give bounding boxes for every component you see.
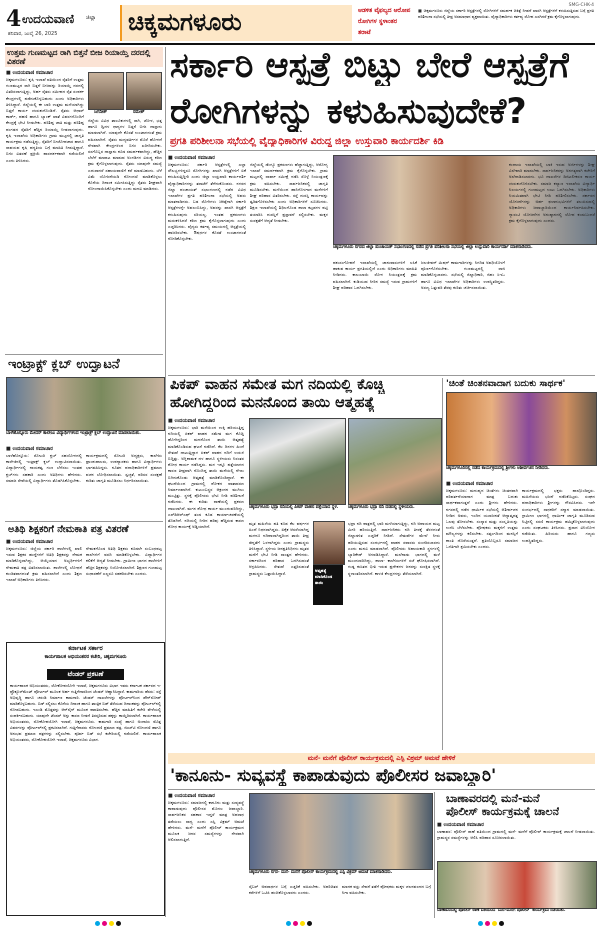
story-2-sidebar-caption: ಆತ್ಮಹತ್ಯೆ ಮಾಡಿಕೊಂಡ ತಾಯಿ xyxy=(315,568,333,585)
story-4-byline: ■ ಉದಯವಾಣಿ ಸಮಾಚಾರ xyxy=(168,793,215,799)
registration-mark-cyan xyxy=(95,921,100,926)
story-3-caption: ಚಿಕ್ಕಮಗಳೂರಿನಲ್ಲಿ ನಡೆದ ಕಾರ್ಯಕ್ರಮದಲ್ಲಿ ಶ್ರೀಗಳು ಆಶೀರ್ವಚನ ನೀಡಿದರು. xyxy=(446,466,550,471)
issue-date: ಶನಿವಾರ, ಜುಲೈ 26, 2025 xyxy=(8,31,58,37)
teaser-text: ■ ಚಿಕ್ಕಮಗಳೂರು ಜಿಲ್ಲೆಯ ಸರ್ಕಾರಿ ಆಸ್ಪತ್ರೆಗಳಲ್ಲಿ ರೋಗಿಗಳಿಗೆ ಸಮರ್ಪಕ ಚಿಕಿತ್ಸೆ ನೀಡದೆ ಖಾಸಗಿ ಆಸ್ಪತ್ರೆಗಳಿಗೆ ಕಳುಹಿಸುತ್ತಿರುವ ಬಗ್ಗೆ ಪ್ರಗತಿ ಪರಿಶೀಲನಾ ಸಭೆಯಲ್ಲಿ ತೀವ್ರ ಅಸಮಾಧಾನ ವ್ಯಕ್ತವಾಯಿತು. ವೈದ್ಯಾಧಿಕಾರಿಗಳು ಕರ್ತವ್ಯ ಲೋಪ ಎಸಗಿದರೆ ಕ್ರಮ ಕೈಗೊಳ್ಳಲಾಗುವುದು. xyxy=(418,8,594,19)
left-story-1-byline: ■ ಉದಯವಾಣಿ ಸಮಾಚಾರ xyxy=(6,70,53,76)
left-story-3-text-b: ನೇಮಕಗೊಂಡ ಅತಿಥಿ ಶಿಕ್ಷಕರು ಕೂಡಲೇ ಸಂಬಂಧಪಟ್ಟ ಶಾಲೆಗಳಿಗೆ ವರದಿ ಮಾಡಿಕೊಳ್ಳಬೇಕು. ವಿದ್ಯಾರ್ಥಿಗಳ ಕಲಿಕೆಗೆ ಆದ್ಯತೆ ನೀಡಬೇಕು. ಗ್ರಾಮೀಣ ಭಾಗದ ಶಾಲೆಗಳಿಗೆ ಹೆಚ್ಚಿನ ಶಿಕ್ಷಕರನ್ನು ನಿಯೋಜಿಸಲಾಗಿದೆ. ಶಿಕ್ಷಣದ ಗುಣಮಟ್ಟ ಸುಧಾರಣೆಗೆ ಎಲ್ಲರೂ ಸಹಕರಿಸಬೇಕು ಎಂದರು. xyxy=(86,546,162,576)
story-2-sidebar-caption-box xyxy=(313,565,343,605)
story-4-text-col2: ಸೈಬರ್ ಅಪರಾಧಗಳ ಬಗ್ಗೆ ಎಚ್ಚರಿಕೆ ವಹಿಸಬೇಕು. ಅಪರಿಚಿತರ ಕರೆಗಳಿಗೆ ಒಟಿಪಿ ಹಂಚಿಕೊಳ್ಳಬಾರದು ಎಂದರು. xyxy=(249,884,338,896)
story-2-byline: ■ ಉದಯವಾಣಿ ಸಮಾಚಾರ xyxy=(168,418,215,424)
left-story-1-photo-b-name: ರಮೇಶ್ xyxy=(133,110,145,115)
teaser-2: ರೋಗಿಗಳ ಸ್ಥಳಾಂತರ xyxy=(358,18,398,25)
story-2-photo-2 xyxy=(348,418,442,505)
story-4-text-col1: ಚಿಕ್ಕಮಗಳೂರು: ಸಮಾಜದಲ್ಲಿ ಕಾನೂನು ಮತ್ತು ಸುವ್ಯವಸ್ಥೆ ಕಾಪಾಡುವುದು ಪೊಲೀಸರ ಮೊದಲ ಜವಾಬ್ದಾರಿ. ಸಾರ್ವಜನಿಕರ ಸಹಕಾರ ಇದ್ದರೆ ಮಾತ್ರ ಅಪರಾಧ ತಡೆಯಲು ಸಾಧ್ಯ ಎಂದು ಎಸ್ಪಿ ವಿಕ್ರಮ್ ಅಮಟೆ ಹೇಳಿದರು. ಮನೆ- ಮನೆಗೆ ಪೊಲೀಸ್ ಕಾರ್ಯಕ್ರಮದ ಮೂಲಕ ಜನರ ಸಮಸ್ಯೆಗಳನ್ನು ನೇರವಾಗಿ ಆಲಿಸಲಾಗುತ್ತಿದೆ. xyxy=(168,800,244,843)
story-4-headline: 'ಕಾನೂನು- ಸುವ್ಯವಸ್ಥೆ ಕಾಪಾಡುವುದು ಪೊಲೀಸರ ಜವಾಬ್ದಾರಿ' xyxy=(170,766,497,786)
left-story-2-caption: ಬಾಳೆಹೊನ್ನೂರು ಮೇದರ್ ಕಾಲೇಜು ವಿದ್ಯಾರ್ಥಿಗಳಿಂದ ಇಂಟ್ರಾಕ್ಟ್ ಕ್ಲಬ್ ಉದ್ಘಾಟನೆ ಮಾಡಲಾಯಿತು. xyxy=(6,431,141,436)
registration-mark-yellow xyxy=(109,921,114,926)
left-story-2-photo xyxy=(6,377,165,431)
story-2-headline-line1: ಪಿಕಪ್ ವಾಹನ ಸಮೇತ ಮಗ ನದಿಯಲ್ಲಿ ಕೊಚ್ಚಿ xyxy=(170,377,385,393)
lead-headline-line2: ರೋಗಿಗಳನ್ನು ಕಳುಹಿಸುವುದೇಕೆ? xyxy=(170,92,527,132)
page-tag: SMG-CHK-4 xyxy=(568,3,594,8)
lead-text-col2: ಜಿಲ್ಲೆಯಲ್ಲಿ ಡೆಂಗ್ಯೂ ಪ್ರಕರಣಗಳು ಹೆಚ್ಚಾಗುತ್ತಿದ್ದು, ಆರೋಗ್ಯ ಇಲಾಖೆ ಸಮರ್ಪಕವಾಗಿ ಕ್ರಮ ಕೈಗೊಳ್ಳಬೇಕು. ಗ್ರಾಮ ಮಟ್ಟದಲ್ಲಿ ಲಾರ್ವಾ ಸಮೀಕ್ಷೆ ನಡೆಸಿ ಸೊಳ್ಳೆ ನಿಯಂತ್ರಣಕ್ಕೆ ಕ್ರಮ ವಹಿಸಬೇಕು. ಸಾರ್ವಜನಿಕರಲ್ಲಿ ಜಾಗೃತಿ ಮೂಡಿಸಬೇಕು. ಮಳೆಯಿಂದ ಹಾನಿಗೊಳಗಾದ ಮನೆಗಳಿಗೆ ಶೀಘ್ರ ಪರಿಹಾರ ವಿತರಿಸಬೇಕು. ರಸ್ತೆ ದುರಸ್ತಿ ಕಾರ್ಯವನ್ನು ತ್ವರಿತಗೊಳಿಸಬೇಕು ಎಂದು ಅಧಿಕಾರಿಗಳಿಗೆ ಸೂಚಿಸಿದರು. ಶಿಕ್ಷಣ ಇಲಾಖೆಯಲ್ಲಿ ಶಿಥಿಲಗೊಂಡ ಶಾಲಾ ಕಟ್ಟಡಗಳ ಪಟ್ಟಿ ತಯಾರಿಸಿ ದುರಸ್ತಿಗೆ ಪ್ರಸ್ತಾವನೆ ಸಲ್ಲಿಸಬೇಕು. ಮಕ್ಕಳ ಸುರಕ್ಷತೆಗೆ ಆದ್ಯತೆ ನೀಡಬೇಕು. xyxy=(250,162,328,223)
registration-mark-black-2 xyxy=(307,921,312,926)
registration-mark-yellow-3 xyxy=(492,921,497,926)
story-2-photo-1 xyxy=(249,418,346,505)
left-story-2-headline: ಇಂಟ್ರಾಕ್ಟ್ ಕ್ಲಬ್ ಉದ್ಘಾಟನೆ xyxy=(8,357,120,372)
tender-notice-heading: ಟೆಂಡರ್ ಪ್ರಕಟಣೆ xyxy=(47,669,124,680)
story-4-caption: ಚಿಕ್ಕಮಗಳೂರು ನಗರ- ಮನೆ- ಮನೆಗೆ ಪೊಲೀಸ್ ಕಾರ್ಯಕ್ರಮದಲ್ಲಿ ಎಸ್ಪಿ ವಿಕ್ರಮ್ ಅಮಟೆ ಮಾತನಾಡಿದರು. xyxy=(249,870,393,875)
left-story-1-text-a: ಚಿಕ್ಕಮಗಳೂರು: ಕೃಷಿ ಇಲಾಖೆ ವತಿಯಿಂದ ರೈತರಿಗೆ ಉತ್ತಮ ಗುಣಮಟ್ಟದ ರಾಗಿ ಬಿತ್ತನೆ ಬೀಜವನ್ನು ರಿಯಾಯ್ತಿ ದರದಲ್ಲಿ ವಿತರಿಸಲಾಗುತ್ತಿದ್ದು, ಅರ್ಹ ರೈತರು ಸಮೀಪದ ರೈತ ಸಂಪರ್ಕ ಕೇಂದ್ರಗಳಲ್ಲಿ ಪಡೆದುಕೊಳ್ಳಬಹುದು ಎಂದು ಅಧಿಕಾರಿಗಳು ತಿಳಿಸಿದ್ದಾರೆ. ಜಿಲ್ಲೆಯಲ್ಲಿ ಈ ಬಾರಿ ಉತ್ತಮ ಮಳೆಯಾಗಿದ್ದು ಬಿತ್ತನೆ ಕಾರ್ಯ ಚುರುಕುಗೊಂಡಿದೆ. ರೈತರು ಆಧಾರ್ ಕಾರ್ಡ್, ಪಹಣಿ ಹಾಗೂ ಬ್ಯಾಂಕ್ ಖಾತೆ ವಿವರಗಳೊಂದಿಗೆ ಕೇಂದ್ರಕ್ಕೆ ಭೇಟಿ ನೀಡಬೇಕು. ಪರಿಶಿಷ್ಟ ಜಾತಿ ಮತ್ತು ಪರಿಶಿಷ್ಟ ಪಂಗಡದ ರೈತರಿಗೆ ಹೆಚ್ಚಿನ ರಿಯಾಯ್ತಿ ನೀಡಲಾಗುವುದು. ಕೃಷಿ ಇಲಾಖೆಯ ಅಧಿಕಾರಿಗಳು ಗ್ರಾಮ ಮಟ್ಟದಲ್ಲಿ ಜಾಗೃತಿ ಕಾರ್ಯಕ್ರಮ ನಡೆಸುತ್ತಿದ್ದು, ರೈತರಿಗೆ ಬೀಜೋಪಚಾರ ಹಾಗೂ ಸಾವಯವ ಕೃಷಿ ಪದ್ಧತಿಯ ಬಗ್ಗೆ ಮಾಹಿತಿ ನೀಡುತ್ತಿದ್ದಾರೆ. ಬೀಜ ವಿತರಣೆ ಪ್ರಕ್ರಿಯೆ ಪಾರದರ್ಶಕವಾಗಿ ನಡೆಯಲಿದೆ ಎಂದು ತಿಳಿಸಿದರು. xyxy=(6,77,84,163)
lead-caption: ಚಿಕ್ಕಮಗಳೂರು ನಗರದ ಜಿಲ್ಲಾ ಪಂಚಾಯತ್ ಸಭಾಂಗಣದಲ್ಲಿ ನಡೆದ ಪ್ರಗತಿ ಪರಿಶೀಲನಾ ಸಭೆಯಲ್ಲಿ ಜಿಲ್ಲಾ ಉಸ್ತುವಾರಿ ಕಾರ್ಯದರ್ಶಿ ಮಾತನಾಡಿದರು. xyxy=(333,245,533,250)
lead-text-col5: ಕಂದಾಯ ಇಲಾಖೆಯಲ್ಲಿ ಬಾಕಿ ಇರುವ ಅರ್ಜಿಗಳನ್ನು ಶೀಘ್ರ ವಿಲೇವಾರಿ ಮಾಡಬೇಕು. ಸಾರ್ವಜನಿಕರನ್ನು ಅನಗತ್ಯವಾಗಿ ಕಚೇರಿಗೆ ಅಲೆದಾಡಿಸಬಾರದು. ಭೂ ದಾಖಲೆಗಳ ಡಿಜಿಟಲೀಕರಣ ಕಾರ್ಯ ಚುರುಕುಗೊಳಿಸಬೇಕು. ಸಮಾಜ ಕಲ್ಯಾಣ ಇಲಾಖೆಯ ವಿದ್ಯಾರ್ಥಿ ನಿಲಯಗಳಲ್ಲಿ ಗುಣಮಟ್ಟದ ಊಟ ಒದಗಿಸಬೇಕು. ಅಧಿಕಾರಿಗಳು ನಿಯಮಿತವಾಗಿ ಭೇಟಿ ನೀಡಿ ಪರಿಶೀಲಿಸಬೇಕು. ಸರ್ಕಾರದ ಯೋಜನೆಗಳನ್ನು ಅರ್ಹ ಫಲಾನುಭವಿಗಳಿಗೆ ತಲುಪಿಸುವಲ್ಲಿ ಅಧಿಕಾರಿಗಳು ಜವಾಬ್ದಾರಿಯಿಂದ ಕಾರ್ಯನಿರ್ವಹಿಸಬೇಕು. ಗ್ಯಾರಂಟಿ ಯೋಜನೆಗಳ ಅನುಷ್ಠಾನದಲ್ಲಿ ಲೋಪ ಕಂಡುಬಂದರೆ ಕ್ರಮ ಕೈಗೊಳ್ಳಲಾಗುವುದು ಎಂದರು. xyxy=(509,162,595,223)
registration-mark-magenta xyxy=(102,921,107,926)
story-2-headline-line2: ಹೋಗಿದ್ದರಿಂದ ಮನನೊಂದ ತಾಯಿ ಆತ್ಮಹತ್ಯೆ xyxy=(170,395,375,411)
story-5-caption: ಬಾಣಾವರದಲ್ಲಿ ಪೊಲೀಸ್ ಠಾಣೆ ವತಿಯಿಂದ 'ಮನೆ-ಮನೆಗೆ ಪೊಲೀಸ್' ಕಾರ್ಯಕ್ರಮ ನಡೆಯಿತು. xyxy=(437,908,566,913)
story-2-caption-1: ಚಿಕ್ಕಮಗಳೂರು ಭದ್ರಾ ನದಿಯಲ್ಲಿ ಪಿಕಪ್ ವಾಹನ ಪತ್ತೆಯಾದ ಸ್ಥಳ. xyxy=(249,505,339,510)
left-story-1-photo-b xyxy=(126,72,162,110)
story-4-kicker: ಮನೆ- ಮನೆಗೆ ಪೊಲೀಸ್ ಕಾರ್ಯಕ್ರಮದಲ್ಲಿ ಎಸ್ಪಿ ವಿಕ್ರಮ್ ಅಮಟೆ ಹೇಳಿಕೆ xyxy=(307,754,456,762)
lead-text-col3: ಪಶುಸಂಗೋಪನೆ ಇಲಾಖೆಯಲ್ಲಿ ಜಾನುವಾರುಗಳಿಗೆ ಲಸಿಕೆ ಹಾಕುವ ಕಾರ್ಯ ಪ್ರಗತಿಯಲ್ಲಿದೆ ಎಂದು ಅಧಿಕಾರಿಗಳು ಮಾಹಿತಿ ನೀಡಿದರು. ಕಾಲುಬಾಯಿ ರೋಗ ನಿಯಂತ್ರಣಕ್ಕೆ ಕ್ರಮ ವಹಿಸಲಾಗಿದೆ. ಕುಡಿಯುವ ನೀರಿನ ಸಮಸ್ಯೆ ಇರುವ ಗ್ರಾಮಗಳಿಗೆ ಶೀಘ್ರ ಪರಿಹಾರ ಒದಗಿಸಬೇಕು. xyxy=(333,260,417,290)
story-2-text-col2: ಮೃತ ಮಹಿಳೆಯ ಪತಿ ಕೂಡ ಕೆಲ ವರ್ಷಗಳ ಹಿಂದೆ ನಿಧನರಾಗಿದ್ದರು. ಏಕೈಕ ಆಸರೆಯಾಗಿದ್ದ ಮಗನೂ ನದಿಪಾಲಾಗಿದ್ದರಿಂದ ತಾಯಿ ತೀವ್ರ ಖಿನ್ನತೆಗೆ ಒಳಗಾಗಿದ್ದರು ಎಂದು ಗ್ರಾಮಸ್ಥರು ತಿಳಿಸಿದ್ದಾರೆ. ಸ್ಥಳೀಯ ಜನಪ್ರತಿನಿಧಿಗಳು ಮೃತರ ಮನೆಗೆ ಭೇಟಿ ನೀಡಿ ಸಾಂತ್ವನ ಹೇಳಿದರು. ಸರ್ಕಾರದಿಂದ ಪರಿಹಾರ ಒದಗಿಸುವಂತೆ ಆಗ್ರಹಿಸಿದರು. ಸೇತುವೆ ಎತ್ತರಿಸುವಂತೆ ಗ್ರಾಮಸ್ಥರು ಒತ್ತಾಯಿಸಿದ್ದಾರೆ. xyxy=(249,521,309,576)
registration-mark-cyan-3 xyxy=(478,921,483,926)
registration-mark-black-3 xyxy=(499,921,504,926)
lead-text-col4: ಜಲಜೀವನ್ ಮಿಷನ್ ಕಾಮಗಾರಿಗಳನ್ನು ನಿಗದಿತ ಅವಧಿಯೊಳಗೆ ಪೂರ್ಣಗೊಳಿಸಬೇಕು. ಗುಣಮಟ್ಟದಲ್ಲಿ ರಾಜಿ ಮಾಡಿಕೊಳ್ಳಬಾರದು. ಸಭೆಯಲ್ಲಿ ಜಿಲ್ಲಾಧಿಕಾರಿ, ಜಿಪಂ ಸಿಇಒ ಹಾಗೂ ವಿವಿಧ ಇಲಾಖೆಗಳ ಅಧಿಕಾರಿಗಳು ಉಪಸ್ಥಿತರಿದ್ದರು. ಅರಣ್ಯ ಒತ್ತುವರಿ ತೆರವು ಕುರಿತು ಚರ್ಚಿಸಲಾಯಿತು. xyxy=(421,260,505,290)
story-4-text-col3: ಮಾದಕ ವಸ್ತು ಸೇವನೆ ತಡೆಗೆ ಪೋಷಕರು ಮಕ್ಕಳ ಚಲನವಲನದ ಬಗ್ಗೆ ನಿಗಾ ವಹಿಸಬೇಕು. xyxy=(342,884,431,896)
story-3-text-col2: ಕಾರ್ಯಕ್ರಮದಲ್ಲಿ ಭಕ್ತರು ಪಾಲ್ಗೊಂಡಿದ್ದರು. ಮಹಿಳೆಯರು ಭಜನೆ ನಡೆಸಿಕೊಟ್ಟರು. ಸಂಘದ ಪದಾಧಿಕಾರಿಗಳು ಶ್ರೀಗಳನ್ನು ಗೌರವಿಸಿದರು. ಇದೇ ಸಂದರ್ಭದಲ್ಲಿ ಸಾಧಕರಿಗೆ ಸನ್ಮಾನ ಮಾಡಲಾಯಿತು. ಗ್ರಾಮೀಣ ಭಾಗದಲ್ಲಿ ಧಾರ್ಮಿಕ ಜಾಗೃತಿ ಮೂಡಿಸುವ ನಿಟ್ಟಿನಲ್ಲಿ ಸರಣಿ ಕಾರ್ಯಕ್ರಮ ಹಮ್ಮಿಕೊಳ್ಳಲಾಗುವುದು ಎಂದು ಸಂಘಟಕರು ತಿಳಿಸಿದರು. ಪ್ರಸಾದ ವಿನಿಯೋಗ ನಡೆಯಿತು. ಹಿರಿಯರು ಹಾಗೂ ಗಣ್ಯರು ಉಪಸ್ಥಿತರಿದ್ದರು. xyxy=(522,488,595,543)
left-story-1-photo-a xyxy=(88,72,124,110)
left-story-2-text-a: ಬಾಳೆಹೊನ್ನೂರು: ರೋಟರಿ ಕ್ಲಬ್ ಸಹಯೋಗದಲ್ಲಿ ಕಾಲೇಜಿನಲ್ಲಿ ಇಂಟ್ರಾಕ್ಟ್ ಕ್ಲಬ್ ಉದ್ಘಾಟಿಸಲಾಯಿತು. ವಿದ್ಯಾರ್ಥಿಗಳಲ್ಲಿ ನಾಯಕತ್ವ ಗುಣ ಬೆಳೆಸಲು ಇಂತಹ ಕ್ಲಬ್‌ಗಳು ಸಹಕಾರಿ ಎಂದು ಅತಿಥಿಗಳು ಹೇಳಿದರು. ಸಮಾಜ ಸೇವೆಯಲ್ಲಿ ವಿದ್ಯಾರ್ಥಿಗಳು ತೊಡಗಿಸಿಕೊಳ್ಳಬೇಕು. xyxy=(6,453,82,483)
registration-mark-black xyxy=(116,921,121,926)
tender-notice-office: ಕಾರ್ಯಪಾಲಕ ಅಭಿಯಂತರರ ಕಚೇರಿ, ಚಿಕ್ಕಮಗಳೂರು xyxy=(44,655,127,660)
lead-subhead: ಪ್ರಗತಿ ಪರಿಶೀಲನಾ ಸಭೆಯಲ್ಲಿ ವೈದ್ಯಾಧಿಕಾರಿಗಳ ವಿರುದ್ಧ ಜಿಲ್ಲಾ ಉಸ್ತುವಾರಿ ಕಾರ್ಯದರ್ಶಿ ಕಿಡಿ xyxy=(170,136,444,147)
section-title-box xyxy=(120,5,352,41)
story-3-photo xyxy=(446,392,597,466)
story-2-text-col1: ಚಿಕ್ಕಮಗಳೂರು: ಭಾರಿ ಮಳೆಯಿಂದ ಉಕ್ಕಿ ಹರಿಯುತ್ತಿದ್ದ ನದಿಯಲ್ಲಿ ಪಿಕಪ್ ವಾಹನ ಸಮೇತ ಮಗ ಕೊಚ್ಚಿ ಹೋಗಿದ್ದರಿಂದ ಮನನೊಂದ ತಾಯಿ ಆತ್ಮಹತ್ಯೆ ಮಾಡಿಕೊಂಡಿರುವ ಘಟನೆ ನಡೆದಿದೆ. ಕೆಲ ದಿನಗಳ ಹಿಂದೆ ಸೇತುವೆ ದಾಟುತ್ತಿದ್ದಾಗ ಪಿಕಪ್ ವಾಹನ ನದಿಗೆ ಉರುಳಿ ಬಿದ್ದಿತ್ತು. ಅಗ್ನಿಶಾಮಕ ದಳ ಹಾಗೂ ಸ್ಥಳೀಯರು ನಿರಂತರ ಶೋಧ ಕಾರ್ಯ ನಡೆಸಿದ್ದರು. ಮಗ ಇನ್ನೂ ಪತ್ತೆಯಾಗದ ಕಾರಣ ತೀವ್ರವಾಗಿ ನೊಂದಿದ್ದ ತಾಯಿ ಮನೆಯಲ್ಲಿ ನೇಣು ಬಿಗಿದುಕೊಂಡು ಆತ್ಮಹತ್ಯೆ ಮಾಡಿಕೊಂಡಿದ್ದಾರೆ. ಈ ಘಟನೆಯಿಂದ ಗ್ರಾಮದಲ್ಲಿ ಶೋಕದ ವಾತಾವರಣ ನಿರ್ಮಾಣವಾಗಿದೆ. ಕುಟುಂಬಸ್ಥರ ಆಕ್ರಂದನ ಮುಗಿಲು ಮುಟ್ಟಿತ್ತು. ಸ್ಥಳಕ್ಕೆ ಪೊಲೀಸರು ಭೇಟಿ ನೀಡಿ ಪರಿಶೀಲನೆ ನಡೆಸಿದರು. ಈ ಕುರಿತು ಠಾಣೆಯಲ್ಲಿ ಪ್ರಕರಣ ದಾಖಲಾಗಿದೆ. ಮಗನ ಶೋಧ ಕಾರ್ಯ ಮುಂದುವರಿದಿದ್ದು, ಎಸ್‌ಡಿಆರ್‌ಎಫ್ ತಂಡ ಕೂಡ ಕಾರ್ಯಾಚರಣೆಯಲ್ಲಿ ತೊಡಗಿದೆ. ನದಿಯಲ್ಲಿ ನೀರಿನ ಹರಿವು ಹೆಚ್ಚಿರುವ ಕಾರಣ ಶೋಧ ಕಾರ್ಯಕ್ಕೆ ಅಡ್ಡಿಯಾಗಿದೆ. xyxy=(168,425,244,530)
story-5-headline-line1: ಬಾಣಾವರದಲ್ಲಿ ಮನೆ-ಮನೆ xyxy=(446,792,540,805)
left-story-2-text-b: ಕಾರ್ಯಕ್ರಮದಲ್ಲಿ ರೋಟರಿ ಅಧ್ಯಕ್ಷರು, ಕಾಲೇಜು ಪ್ರಾಂಶುಪಾಲರು, ಉಪನ್ಯಾಸಕರು ಹಾಗೂ ವಿದ್ಯಾರ್ಥಿಗಳು ಭಾಗವಹಿಸಿದ್ದರು. ನೂತನ ಪದಾಧಿಕಾರಿಗಳಿಗೆ ಪ್ರಮಾಣ ವಚನ ಬೋಧಿಸಲಾಯಿತು. ಸ್ವಚ್ಛತೆ, ಪರಿಸರ ಸಂರಕ್ಷಣೆ ಕುರಿತು ಜಾಗೃತಿ ಮೂಡಿಸಲು ನಿರ್ಧರಿಸಲಾಯಿತು. xyxy=(86,453,162,483)
story-3-headline: 'ಚಿಂತೆ ಚಿಂತನವಾದಾಗ ಬದುಕು ಸಾರ್ಥಕ' xyxy=(446,378,566,389)
teaser-1: ಆಡಳಿತ ವೈಫಲ್ಯದ ಆರೋಪ xyxy=(358,7,411,14)
registration-mark-yellow-2 xyxy=(300,921,305,926)
section-title: ಚಿಕ್ಕಮಗಳೂರು xyxy=(128,8,242,36)
story-2-sidebar-photo xyxy=(313,521,345,565)
lead-headline-line1: ಸರ್ಕಾರಿ ಆಸ್ಪತ್ರೆ ಬಿಟ್ಟು ಬೇರೆ ಆಸ್ಪತ್ರೆಗೆ xyxy=(170,46,570,86)
story-2-caption-2: ಚಿಕ್ಕಮಗಳೂರು ಭದ್ರಾ ನದಿ ದಡದಲ್ಲಿ ಸ್ಥಳೀಯರು. xyxy=(348,505,415,510)
page-number: 4 xyxy=(6,6,22,32)
story-2-text-col3: ಭದ್ರಾ ನದಿ ಪಾತ್ರದಲ್ಲಿ ಭಾರಿ ಮಳೆಯಾಗುತ್ತಿದ್ದು, ನದಿ ಅಪಾಯದ ಮಟ್ಟ ಮೀರಿ ಹರಿಯುತ್ತಿದೆ. ಸಾರ್ವಜನಿಕರು ನದಿ ತೀರಕ್ಕೆ ತೆರಳದಂತೆ ಜಿಲ್ಲಾಡಳಿತ ಎಚ್ಚರಿಕೆ ನೀಡಿದೆ. ಸೇತುವೆಗಳ ಮೇಲೆ ನೀರು ಹರಿಯುತ್ತಿರುವ ಸಂದರ್ಭದಲ್ಲಿ ವಾಹನ ಸವಾರರು ಸಂಚರಿಸಬಾರದು ಎಂದು ಮನವಿ ಮಾಡಲಾಗಿದೆ. ಪೊಲೀಸರು ಅಪಾಯಕಾರಿ ಸ್ಥಳಗಳಲ್ಲಿ ಬ್ಯಾರಿಕೇಡ್ ಅಳವಡಿಸಿದ್ದಾರೆ. ಮಲೆನಾಡು ಭಾಗದಲ್ಲಿ ಮಳೆ ಮುಂದುವರಿದಿದ್ದು, ಶಾಲಾ- ಕಾಲೇಜುಗಳಿಗೆ ರಜೆ ಘೋಷಿಸಲಾಗಿದೆ. ಗುಡ್ಡ ಕುಸಿತದ ಭೀತಿ ಇರುವ ಪ್ರದೇಶಗಳ ಜನರನ್ನು ಸುರಕ್ಷಿತ ಸ್ಥಳಕ್ಕೆ ಸ್ಥಳಾಂತರಿಸಲಾಗಿದೆ. ಕಾಳಜಿ ಕೇಂದ್ರಗಳನ್ನು ತೆರೆಯಲಾಗಿದೆ. xyxy=(348,521,440,576)
left-story-3-text-a: ಚಿಕ್ಕಮಗಳೂರು: ಜಿಲ್ಲೆಯ ಸರ್ಕಾರಿ ಶಾಲೆಗಳಲ್ಲಿ ಖಾಲಿ ಇರುವ ಶಿಕ್ಷಕರ ಹುದ್ದೆಗಳಿಗೆ ಅತಿಥಿ ಶಿಕ್ಷಕರನ್ನು ನೇಮಕ ಮಾಡಿಕೊಳ್ಳಲಾಗಿದ್ದು, ಆಯ್ಕೆಯಾದ ಅಭ್ಯರ್ಥಿಗಳಿಗೆ ನೇಮಕಾತಿ ಪತ್ರ ವಿತರಿಸಲಾಯಿತು. ಶಾಲೆಗಳಲ್ಲಿ ಬೋಧನೆ ಕುಂಠಿತವಾಗದಂತೆ ಕ್ರಮ ವಹಿಸಲಾಗಿದೆ ಎಂದು ಶಿಕ್ಷಣ ಇಲಾಖೆ ಅಧಿಕಾರಿಗಳು ತಿಳಿಸಿದರು. xyxy=(6,546,82,583)
edition-label: ಜಿಲ್ಲಾ xyxy=(86,15,96,21)
tender-notice-title: ಕರ್ನಾಟಕ ಸರ್ಕಾರ xyxy=(68,645,103,652)
registration-mark-magenta-2 xyxy=(293,921,298,926)
lead-text-col1: ಚಿಕ್ಕಮಗಳೂರು: ಸರ್ಕಾರಿ ಆಸ್ಪತ್ರೆಗಳಲ್ಲಿ ಎಲ್ಲಾ ಸೌಲಭ್ಯಗಳಿದ್ದರೂ ರೋಗಿಗಳನ್ನು ಖಾಸಗಿ ಆಸ್ಪತ್ರೆಗಳಿಗೆ ಏಕೆ ಕಳುಹಿಸುತ್ತಿದ್ದೀರಿ ಎಂದು ಜಿಲ್ಲಾ ಉಸ್ತುವಾರಿ ಕಾರ್ಯದರ್ಶಿ ವೈದ್ಯಾಧಿಕಾರಿಗಳನ್ನು ತರಾಟೆಗೆ ತೆಗೆದುಕೊಂಡರು. ನಗರದ ಜಿಲ್ಲಾ ಪಂಚಾಯತ್ ಸಭಾಂಗಣದಲ್ಲಿ ನಡೆದ ವಿವಿಧ ಇಲಾಖೆಗಳ ಪ್ರಗತಿ ಪರಿಶೀಲನಾ ಸಭೆಯಲ್ಲಿ ಅವರು ಮಾತನಾಡಿದರು. ಬಡ ರೋಗಿಗಳು ಚಿಕಿತ್ಸೆಗಾಗಿ ಸರ್ಕಾರಿ ಆಸ್ಪತ್ರೆಗಳನ್ನೇ ಅವಲಂಬಿಸಿದ್ದು, ಅವರನ್ನು ಖಾಸಗಿ ಆಸ್ಪತ್ರೆಗೆ ಕಳುಹಿಸುವುದು ಸರಿಯಲ್ಲ. ಇಂತಹ ಪ್ರಕರಣಗಳು ಮರುಕಳಿಸಿದರೆ ಕಠಿಣ ಕ್ರಮ ಕೈಗೊಳ್ಳಲಾಗುವುದು ಎಂದು ಎಚ್ಚರಿಸಿದರು. ವೈದ್ಯರು ಕರ್ತವ್ಯ ಸಮಯದಲ್ಲಿ ಆಸ್ಪತ್ರೆಯಲ್ಲಿ ಹಾಜರಿರಬೇಕು. ಔಷಧಗಳ ಕೊರತೆ ಉಂಟಾಗದಂತೆ ನೋಡಿಕೊಳ್ಳಬೇಕು. xyxy=(168,162,246,242)
registration-mark-cyan-2 xyxy=(286,921,291,926)
paper-name: ಉದಯವಾಣಿ xyxy=(22,12,75,26)
tender-notice-body: ಕಾರ್ಯಪಾಲಕ ಅಭಿಯಂತರರು, ಲೋಕೋಪಯೋಗಿ ಇಲಾಖೆ, ಚಿಕ್ಕಮಗಳೂರು ವಿಭಾಗ ಇವರು ಕರ್ನಾಟಕ ಸರ್ಕಾರದ ಇ-ಪ್ರೊಕ್ಯೂರ್‌ಮೆಂಟ್ ಪೋರ್ಟಲ್ ಮೂಲಕ ಅರ್ಹ ಗುತ್ತಿಗೆದಾರರಿಂದ ಟೆಂಡರ್ ಆಹ್ವಾನಿಸಿದ್ದಾರೆ. ಕಾಮಗಾರಿಯ ಹೆಸರು: ರಸ್ತೆ ಅಭಿವೃದ್ಧಿ ಹಾಗೂ ಚರಂಡಿ ನಿರ್ಮಾಣ ಕಾಮಗಾರಿ. ಟೆಂಡರ್ ದಾಖಲೆಗಳನ್ನು ಪೋರ್ಟಲ್‌ನಿಂದ ಡೌನ್‌ಲೋಡ್ ಮಾಡಿಕೊಳ್ಳಬಹುದು. ಬಿಡ್ ಸಲ್ಲಿಸಲು ಕೊನೆಯ ದಿನಾಂಕ ಹಾಗೂ ತಾಂತ್ರಿಕ ಬಿಡ್ ತೆರೆಯುವ ದಿನಾಂಕವನ್ನು ಪೋರ್ಟಲ್‌ನಲ್ಲಿ ನೋಡಬಹುದು. ಇಎಂಡಿ ಮೊತ್ತವನ್ನು ಆನ್‌ಲೈನ್ ಮೂಲಕ ಪಾವತಿಸಬೇಕು. ಹೆಚ್ಚಿನ ಮಾಹಿತಿಗೆ ಕಚೇರಿ ವೇಳೆಯಲ್ಲಿ ಸಂಪರ್ಕಿಸಬಹುದು. ಯಾವುದೇ ಟೆಂಡರ್ ಅನ್ನು ಕಾರಣ ನೀಡದೆ ತಿರಸ್ಕರಿಸುವ ಹಕ್ಕನ್ನು ಕಾಯ್ದಿರಿಸಲಾಗಿದೆ. ಕಾರ್ಯಪಾಲಕ ಅಭಿಯಂತರರು, ಲೋಕೋಪಯೋಗಿ ಇಲಾಖೆ, ಚಿಕ್ಕಮಗಳೂರು. ಕಾಮಗಾರಿ ಸಂಖ್ಯೆ ಹಾಗೂ ಅಂದಾಜು ಮೊತ್ತ ವಿವರಗಳನ್ನು ಪೋರ್ಟಲ್‌ನಲ್ಲಿ ಪ್ರಕಟಿಸಲಾಗಿದೆ. ಗುತ್ತಿಗೆದಾರರು ನೋಂದಣಿ ಪ್ರಮಾಣ ಪತ್ರ, ಜಿಎಸ್‌ಟಿ ನೋಂದಣಿ ಹಾಗೂ ಅನುಭವ ಪ್ರಮಾಣ ಪತ್ರಗಳನ್ನು ಸಲ್ಲಿಸಬೇಕು. ಪೂರ್ವ ಬಿಡ್ ಸಭೆ ಕಚೇರಿಯಲ್ಲಿ ನಡೆಯಲಿದೆ. ಕಾರ್ಯಪಾಲಕ ಅಭಿಯಂತರರು, ಲೋಕೋಪಯೋಗಿ ಇಲಾಖೆ, ಚಿಕ್ಕಮಗಳೂರು ವಿಭಾಗ. xyxy=(10,683,161,742)
story-5-headline-line2: ಪೊಲೀಸ್ ಕಾರ್ಯಕ್ರಮಕ್ಕೆ ಚಾಲನೆ xyxy=(446,805,560,818)
story-4-kicker-bar xyxy=(168,753,595,764)
left-story-1-text-b: ಜಿಲ್ಲೆಯ ವಿವಿಧ ತಾಲೂಕುಗಳಲ್ಲಿ ರಾಗಿ, ಜೋಳ, ಭತ್ತ ಹಾಗೂ ದ್ವಿದಳ ಧಾನ್ಯಗಳ ಬಿತ್ತನೆ ಬೀಜ ದಾಸ್ತಾನು ಮಾಡಲಾಗಿದೆ. ಯಾವುದೇ ಕೊರತೆ ಉಂಟಾಗದಂತೆ ಕ್ರಮ ವಹಿಸಲಾಗಿದೆ. ರೈತರು ಮಧ್ಯವರ್ತಿಗಳ ಮೊರೆ ಹೋಗದೆ ನೇರವಾಗಿ ಕೇಂದ್ರಗಳಿಂದ ಬೀಜ ಖರೀದಿಸಬೇಕು. ರಸಗೊಬ್ಬರ ದಾಸ್ತಾನು ಕೂಡ ಸಮರ್ಪಕವಾಗಿದ್ದು, ಹೆಚ್ಚಿನ ಬೆಲೆಗೆ ಮಾರಾಟ ಮಾಡುವ ಅಂಗಡಿಗಳ ವಿರುದ್ಧ ಕಠಿಣ ಕ್ರಮ ಕೈಗೊಳ್ಳಲಾಗುವುದು. ರೈತರು ಯಾವುದೇ ಸಮಸ್ಯೆ ಎದುರಾದರೆ ಸಹಾಯವಾಣಿಗೆ ಕರೆ ಮಾಡಬಹುದು. ಬೆಳೆ ವಿಮೆ ಯೋಜನೆಯಡಿ ನೋಂದಣಿ ಮಾಡಿಕೊಳ್ಳಲು ಕೊನೆಯ ದಿನಾಂಕ ಸಮೀಪಿಸುತ್ತಿದ್ದು ರೈತರು ಶೀಘ್ರವಾಗಿ ನೋಂದಾಯಿಸಿಕೊಳ್ಳಬೇಕು ಎಂದು ಮನವಿ ಮಾಡಿದರು. xyxy=(88,118,162,192)
teaser-3: ತರಾಟೆ xyxy=(358,29,371,36)
lead-byline: ■ ಉದಯವಾಣಿ ಸಮಾಚಾರ xyxy=(168,155,215,161)
tender-notice xyxy=(6,642,165,916)
story-4-photo xyxy=(249,793,433,870)
left-story-3-byline: ■ ಉದಯವಾಣಿ ಸಮಾಚಾರ xyxy=(6,539,53,545)
story-3-text-col1: ಚಿಕ್ಕಮಗಳೂರು: ಮನುಷ್ಯನ ಚಿಂತೆಗಳು ಚಿಂತನವಾಗಿ ಪರಿವರ್ತನೆಯಾದಾಗ ಮಾತ್ರ ಬದುಕು ಸಾರ್ಥಕವಾಗುತ್ತದೆ ಎಂದು ಶ್ರೀಗಳು ಹೇಳಿದರು. ನಗರದಲ್ಲಿ ನಡೆದ ಧಾರ್ಮಿಕ ಸಭೆಯಲ್ಲಿ ಆಶೀರ್ವಚನ ನೀಡಿದ ಅವರು, ಇಂದಿನ ಯುವಜನತೆ ಆಧ್ಯಾತ್ಮದತ್ತ ಒಲವು ತೋರಬೇಕು. ಸಂಸ್ಕಾರ ಮತ್ತು ಸಂಸ್ಕೃತಿಯನ್ನು ಉಳಿಸಿ ಬೆಳೆಸಬೇಕು. ಪೋಷಕರು ಮಕ್ಕಳಿಗೆ ಉತ್ತಮ ಮೌಲ್ಯಗಳನ್ನು ಕಲಿಸಬೇಕು. ಸತ್ಸಂಗದಿಂದ ಮನಸ್ಸಿಗೆ ಶಾಂತಿ ದೊರೆಯುತ್ತದೆ. ಪ್ರತಿಯೊಬ್ಬರೂ ಸಮಾಜದ ಒಳಿತಿಗಾಗಿ ಶ್ರಮಿಸಬೇಕು ಎಂದರು. xyxy=(446,488,518,549)
left-story-3-headline: ಅತಿಥಿ ಶಿಕ್ಷಕರಿಗೆ ನೇಮಕಾತಿ ಪತ್ರ ವಿತರಣೆ xyxy=(8,524,129,535)
left-story-1-photo-a-name: ಜಗದೀಶ್ xyxy=(94,110,107,115)
story-5-byline: ■ ಉದಯವಾಣಿ ಸಮಾಚಾರ xyxy=(437,822,484,828)
story-3-byline: ■ ಉದಯವಾಣಿ ಸಮಾಚಾರ xyxy=(446,481,493,487)
story-5-text: ಬಾಣಾವರ: ಪೊಲೀಸ್ ಠಾಣೆ ವತಿಯಿಂದ ಗ್ರಾಮದಲ್ಲಿ ಮನೆ- ಮನೆಗೆ ಪೊಲೀಸ್ ಕಾರ್ಯಕ್ರಮಕ್ಕೆ ಚಾಲನೆ ನೀಡಲಾಯಿತು. ಗ್ರಾಮಸ್ಥರ ಸಮಸ್ಯೆಗಳನ್ನು ಆಲಿಸಿ ಪರಿಹಾರ ಸೂಚಿಸಲಾಯಿತು. xyxy=(437,829,595,841)
left-story-1-headline-box xyxy=(5,47,163,67)
story-5-photo xyxy=(437,861,597,909)
left-story-1-headline: ಉತ್ತಮ ಗುಣಮಟ್ಟದ ರಾಗಿ ಬಿತ್ತನೆ ಬೀಜ ರಿಯಾಯ್ತಿ ದರದಲ್ಲಿ ವಿತರಣೆ xyxy=(7,48,151,66)
left-story-2-byline: ■ ಉದಯವಾಣಿ ಸಮಾಚಾರ xyxy=(6,446,53,452)
registration-mark-magenta-3 xyxy=(485,921,490,926)
